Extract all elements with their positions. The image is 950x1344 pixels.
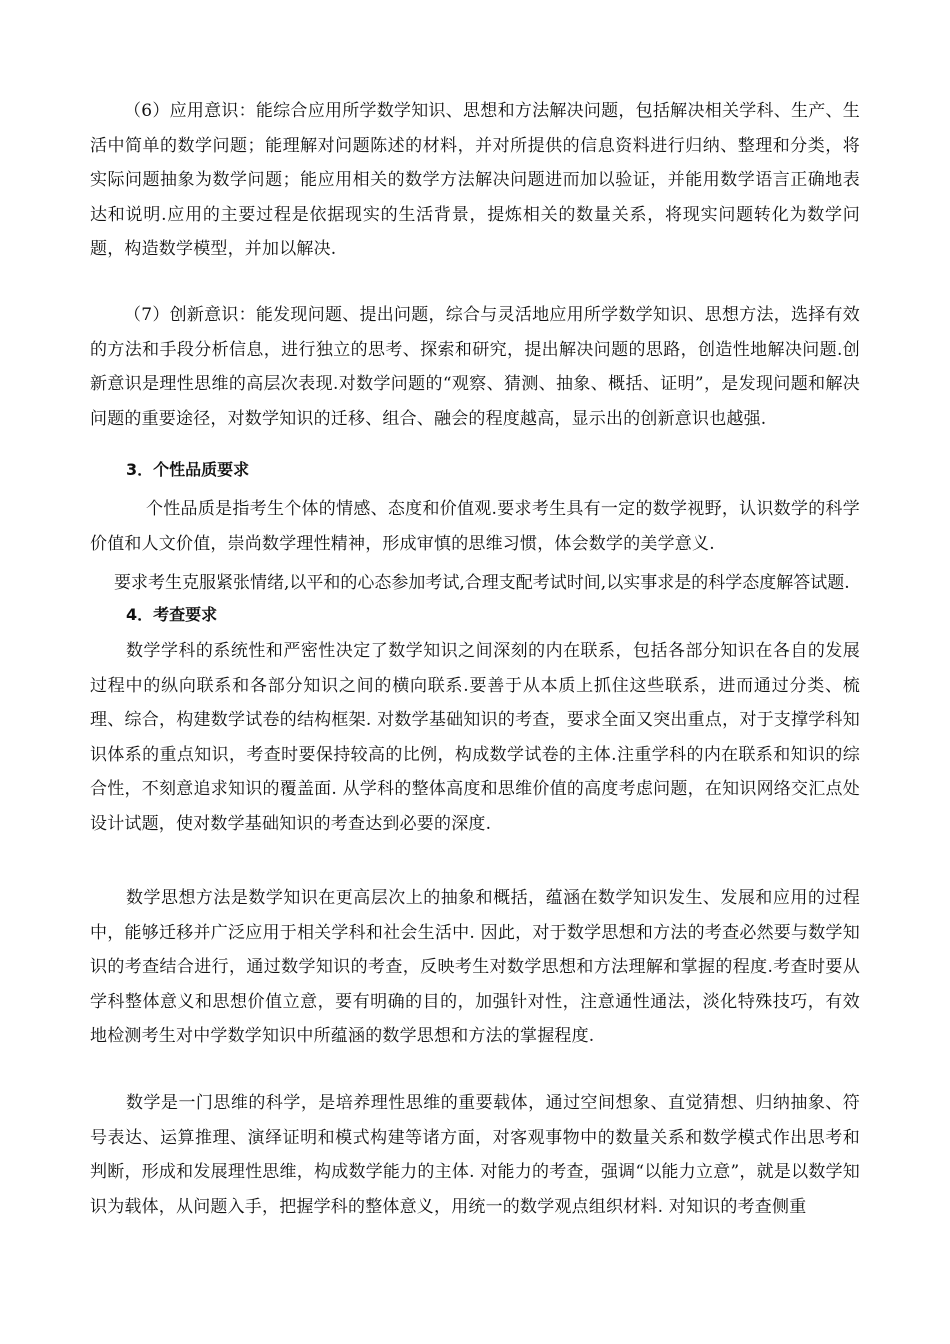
paragraph-knowledge-structure: 数学学科的系统性和严密性决定了数学知识之间深刻的内在联系，包括各部分知识在各自的发展过程中的纵向联系和各部分知识之间的横向联系.要善于从本质上抓住这些联系，进而通过分类、梳理、综合，构建数学试卷的结构框架. 对数学基础知识的考查，要求全面又突出重点，对于支撑学科知识体系的重点知识，考查时要保持较高的比例，构成数学试卷的主体.注重学科的内在联系和知识的综合性，不刻意追求知识的覆盖面. 从学科的整体高度和思维价值的高度考虑问题，在知识网络交汇点处设计试题，使对数学基础知识的考查达到必要的深度. (90, 641, 860, 834)
paragraph-personal-quality: 个性品质是指考生个体的情感、态度和价值观.要求考生具有一定的数学视野，认识数学的科学价值和人文价值，崇尚数学理性精神，形成审慎的思维习惯，体会数学的美学意义. (90, 499, 860, 554)
paragraph-math-thinking-methods: 数学思想方法是数学知识在更高层次上的抽象和概括，蕴涵在数学知识发生、发展和应用的过程中，能够迁移并广泛应用于相关学科和社会生活中. 因此，对于数学思想和方法的考查必然要与数学知识的考查结合进行，通过数学知识的考查，反映考生对数学思想和方法理解和掌握的程度.考查时要从学科整体意义和思想价值立意，要有明确的目的，加强针对性，注意通性通法，淡化特殊技巧，有效地检测考生对中学数学知识中所蕴涵的数学思想和方法的掌握程度. (90, 888, 860, 1046)
heading-personal-quality: 3．个性品质要求 (126, 460, 250, 479)
paragraph-exam-attitude: 要求考生克服紧张情绪,以平和的心态参加考试,合理支配考试时间,以实事求是的科学态度解答试题. (114, 573, 850, 593)
heading-exam-requirements: 4．考查要求 (126, 605, 218, 624)
paragraph-innovation-awareness: （7）创新意识：能发现问题、提出问题，综合与灵活地应用所学数学知识、思想方法，选择有效的方法和手段分析信息，进行独立的思考、探索和研究，提出解决问题的思路，创造性地解决问题.创新意识是理性思维的高层次表现.对数学问题的“观察、猜测、抽象、概括、证明”，是发现问题和解决问题的重要途径，对数学知识的迁移、组合、融会的程度越高，显示出的创新意识也越强. (90, 305, 860, 429)
paragraph-application-awareness: （6）应用意识：能综合应用所学数学知识、思想和方法解决问题，包括解决相关学科、生产、生活中简单的数学问题；能理解对问题陈述的材料，并对所提供的信息资料进行归纳、整理和分类，将实际问题抽象为数学问题；能应用相关的数学方法解决问题进而加以验证，并能用数学语言正确地表达和说明.应用的主要过程是依据现实的生活背景，提炼相关的数量关系，将现实问题转化为数学问题，构造数学模型，并加以解决. (90, 101, 860, 259)
paragraph-math-thinking-science: 数学是一门思维的科学，是培养理性思维的重要载体，通过空间想象、直觉猜想、归纳抽象、符号表达、运算推理、演绎证明和模式构建等诸方面，对客观事物中的数量关系和数学模式作出思考和判断，形成和发展理性思维，构成数学能力的主体. 对能力的考查，强调“以能力立意”，就是以数学知识为载体，从问题入手，把握学科的整体意义，用统一的数学观点组织材料. 对知识的考查侧重 (90, 1093, 860, 1217)
